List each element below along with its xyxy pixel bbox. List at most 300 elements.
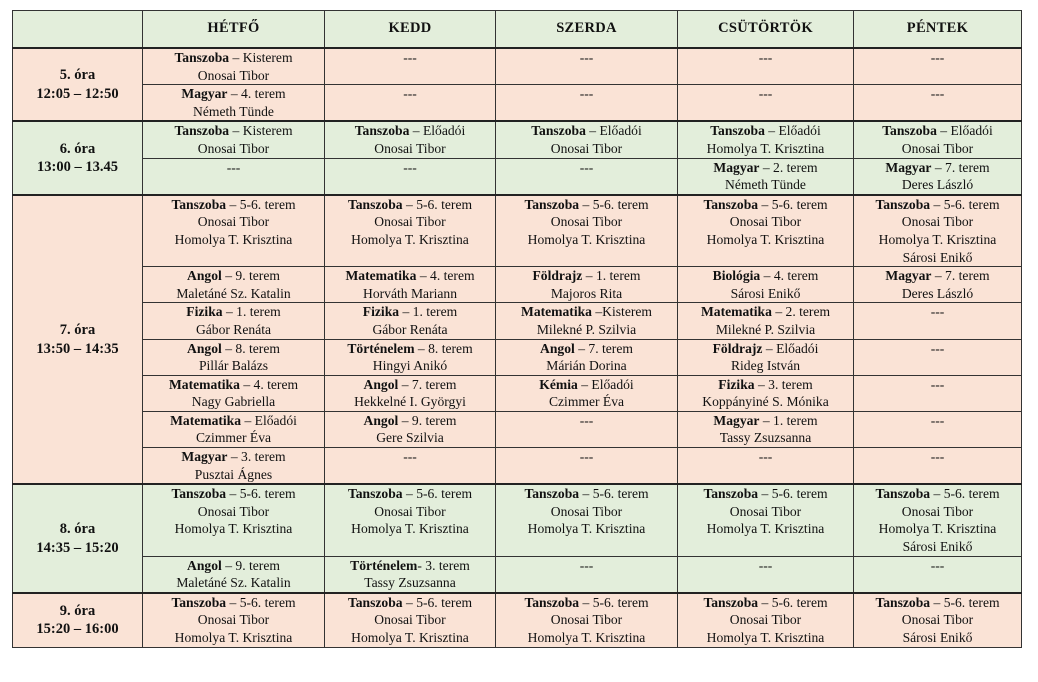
lesson-title [856, 594, 1019, 612]
subject-name: Tanszoba [531, 123, 586, 139]
subject-name: Angol [187, 557, 222, 573]
table-row [13, 48, 1022, 85]
empty-marker: --- [403, 86, 417, 102]
teacher-name: Sárosi Enikő [902, 539, 973, 555]
empty-marker: --- [579, 50, 594, 65]
lesson-cell-csutortok [678, 267, 854, 303]
table-row [13, 121, 1022, 158]
period-cell [13, 593, 143, 648]
lesson-cell-szerda [496, 48, 678, 85]
subject-name: Magyar [713, 412, 760, 428]
room-name: – 5-6. terem [226, 486, 296, 502]
lesson-title [145, 340, 322, 358]
lesson-title [680, 376, 851, 394]
lesson-title [145, 485, 322, 503]
lesson-cell-kedd [325, 48, 496, 85]
teacher-name: Tassy Zsuzsanna [364, 575, 456, 591]
table-row [13, 303, 1022, 339]
lesson-cell-szerda [496, 556, 678, 593]
lesson-cell-hetfo [143, 85, 325, 122]
day-header-csutortok: CSÜTÖRTÖK [678, 11, 854, 49]
timetable [12, 10, 1022, 648]
lesson-cell-pentek [854, 339, 1022, 375]
teacher-name: Onosai Tibor [197, 67, 270, 83]
lesson-title [145, 85, 322, 103]
teacher-name: Homolya T. Krisztina [174, 630, 293, 645]
teacher-name: Homolya T. Krisztina [878, 231, 997, 247]
room-name: – 8. terem [221, 340, 280, 356]
lesson-cell-szerda [496, 411, 678, 447]
room-name: – 5-6. terem [930, 486, 1000, 502]
subject-name: Tanszoba [703, 594, 759, 610]
lesson-title [498, 340, 675, 358]
lesson-title [498, 303, 675, 321]
table-row [13, 339, 1022, 375]
lesson-cell-csutortok [678, 195, 854, 267]
room-name: – Kisterem [229, 50, 293, 65]
lesson-title [498, 267, 675, 285]
period-time: 14:35 – 15:20 [36, 539, 119, 556]
room-name: – Előadói [409, 123, 466, 139]
room-name: – 5-6. terem [226, 196, 296, 212]
empty-marker: --- [403, 50, 417, 65]
room-name: - 3. terem [417, 557, 470, 573]
table-row [13, 267, 1022, 303]
subject-name: Tanszoba [524, 486, 580, 502]
empty-marker: --- [930, 304, 945, 320]
teacher-name: Onosai Tibor [901, 140, 974, 156]
teacher-name: Pillár Balázs [198, 358, 269, 374]
subject-name: Tanszoba [703, 196, 759, 212]
teacher-name: Homolya T. Krisztina [527, 521, 646, 537]
lesson-title [327, 340, 493, 358]
lesson-cell-csutortok [678, 411, 854, 447]
teacher-name: Czimmer Éva [548, 394, 625, 410]
room-name: – 1. terem [222, 304, 281, 320]
room-name: – 5-6. terem [579, 594, 649, 610]
period-number: 7. óra [59, 322, 96, 338]
lesson-cell-csutortok [678, 556, 854, 593]
lesson-cell-csutortok [678, 303, 854, 339]
lesson-title [680, 159, 851, 177]
lesson-title [327, 303, 493, 321]
lesson-cell-csutortok [678, 48, 854, 85]
teacher-name: Maletáné Sz. Katalin [176, 285, 291, 301]
subject-name: Tanszoba [171, 196, 227, 212]
empty-marker: --- [758, 86, 773, 102]
lesson-title [856, 159, 1019, 177]
empty-marker: --- [579, 159, 594, 175]
lesson-cell-hetfo [143, 195, 325, 267]
teacher-name: Rideg István [730, 358, 801, 374]
lesson-title [498, 376, 675, 394]
empty-marker: --- [579, 557, 594, 573]
lesson-cell-kedd [325, 121, 496, 158]
teacher-name: Sárosi Enikő [902, 249, 973, 265]
subject-name: Kémia [539, 376, 578, 392]
lesson-cell-kedd [325, 484, 496, 556]
lesson-title [856, 485, 1019, 503]
teacher-name: Hingyi Anikó [372, 358, 448, 374]
subject-name: Történelem [347, 340, 415, 356]
empty-marker: --- [758, 50, 773, 65]
room-name: – 5-6. terem [226, 594, 296, 610]
empty-marker: --- [930, 86, 945, 102]
empty-marker: --- [579, 449, 594, 465]
lesson-cell-csutortok [678, 339, 854, 375]
lesson-title [498, 485, 675, 503]
empty-marker: --- [579, 86, 594, 102]
lesson-title [145, 49, 322, 67]
lesson-title [327, 376, 493, 394]
lesson-cell-kedd [325, 448, 496, 485]
teacher-name: Gábor Renáta [195, 321, 272, 337]
room-name: – 9. terem [221, 268, 280, 284]
lesson-title [145, 448, 322, 466]
room-name: – 4. terem [227, 86, 286, 102]
subject-name: Magyar [885, 268, 932, 284]
period-number: 5. óra [59, 67, 96, 84]
table-row [13, 195, 1022, 267]
empty-marker: --- [403, 159, 417, 175]
subject-name: Fizika [362, 304, 400, 320]
teacher-name: Onosai Tibor [550, 214, 623, 230]
lesson-title [680, 485, 851, 503]
subject-name: Tanszoba [524, 196, 580, 212]
subject-name: Magyar [181, 449, 228, 465]
room-name: – 8. terem [414, 340, 473, 356]
lesson-cell-hetfo [143, 556, 325, 593]
subject-name: Tanszoba [354, 123, 410, 139]
room-name: – 3. terem [227, 449, 286, 465]
subject-name: Angol [187, 268, 222, 284]
room-name: – 5-6. terem [930, 196, 1000, 212]
room-name: – 7. terem [574, 340, 633, 356]
teacher-name: Milekné P. Szilvia [715, 321, 816, 337]
teacher-name: Milekné P. Szilvia [536, 321, 637, 337]
teacher-name: Hekkelné I. Györgyi [354, 394, 466, 410]
day-header-szerda: SZERDA [496, 11, 678, 49]
lesson-cell-pentek [854, 85, 1022, 122]
lesson-title [327, 485, 493, 503]
day-header-kedd: KEDD [325, 11, 496, 49]
subject-name: Tanszoba [875, 196, 931, 212]
subject-name: Tanszoba [703, 486, 759, 502]
corner-header [13, 11, 143, 49]
room-name: – 5-6. terem [579, 486, 649, 502]
lesson-title [145, 412, 322, 430]
period-number: 8. óra [59, 521, 96, 538]
room-name: – 5-6. terem [758, 196, 828, 212]
lesson-cell-kedd [325, 375, 496, 411]
lesson-cell-csutortok [678, 121, 854, 158]
room-name: – 5-6. terem [579, 196, 649, 212]
subject-name: Magyar [713, 159, 760, 175]
table-row [13, 158, 1022, 195]
teacher-name: Koppányiné S. Mónika [702, 394, 829, 410]
lesson-cell-kedd [325, 267, 496, 303]
period-number: 9. óra [59, 602, 96, 619]
teacher-name: Czimmer Éva [195, 430, 272, 446]
table-row [13, 448, 1022, 485]
room-name: – 5-6. terem [402, 486, 473, 502]
lesson-cell-pentek [854, 48, 1022, 85]
lesson-cell-pentek [854, 195, 1022, 267]
lesson-cell-kedd [325, 195, 496, 267]
teacher-name: Gábor Renáta [372, 321, 448, 337]
teacher-name: Onosai Tibor [374, 140, 446, 156]
lesson-cell-szerda [496, 339, 678, 375]
room-name: – 1. terem [759, 412, 818, 428]
lesson-cell-hetfo [143, 48, 325, 85]
lesson-title [680, 267, 851, 285]
teacher-name: Homolya T. Krisztina [706, 521, 825, 537]
lesson-cell-hetfo [143, 411, 325, 447]
lesson-title [680, 303, 851, 321]
room-name: – 5-6. terem [402, 196, 473, 212]
lesson-title [145, 303, 322, 321]
subject-name: Tanszoba [171, 486, 227, 502]
lesson-cell-kedd [325, 303, 496, 339]
lesson-cell-pentek [854, 375, 1022, 411]
lesson-cell-pentek [854, 121, 1022, 158]
period-cell [13, 484, 143, 593]
subject-name: Angol [540, 340, 575, 356]
lesson-cell-szerda [496, 267, 678, 303]
lesson-cell-kedd [325, 339, 496, 375]
subject-name: Tanszoba [875, 486, 931, 502]
subject-name: Földrajz [712, 340, 763, 356]
lesson-cell-csutortok [678, 375, 854, 411]
lesson-cell-szerda [496, 121, 678, 158]
lesson-cell-kedd [325, 85, 496, 122]
teacher-name: Onosai Tibor [729, 214, 802, 230]
teacher-name: Onosai Tibor [550, 612, 623, 628]
period-cell [13, 195, 143, 485]
teacher-name: Homolya T. Krisztina [706, 630, 825, 645]
teacher-name: Homolya T. Krisztina [527, 231, 646, 247]
lesson-cell-hetfo [143, 593, 325, 648]
empty-marker: --- [930, 412, 945, 428]
lesson-title [327, 412, 493, 430]
lesson-cell-hetfo [143, 375, 325, 411]
teacher-name: Maletáné Sz. Katalin [176, 575, 291, 591]
subject-name: Matematika [170, 412, 242, 428]
lesson-cell-hetfo [143, 339, 325, 375]
lesson-cell-pentek [854, 267, 1022, 303]
lesson-cell-pentek [854, 593, 1022, 648]
lesson-title [856, 196, 1019, 214]
lesson-cell-csutortok [678, 85, 854, 122]
teacher-name: Homolya T. Krisztina [351, 630, 469, 645]
period-time: 13:00 – 13.45 [37, 159, 118, 176]
teacher-name: Homolya T. Krisztina [706, 140, 825, 156]
subject-name: Tanszoba [524, 594, 580, 610]
teacher-name: Onosai Tibor [729, 612, 802, 628]
subject-name: Biológia [712, 268, 761, 284]
room-name: – Előadói [936, 123, 993, 139]
lesson-title [680, 196, 851, 214]
lesson-cell-hetfo [143, 303, 325, 339]
subject-name: Tanszoba [347, 594, 403, 610]
room-name: –Kisterem [591, 304, 652, 320]
lesson-cell-szerda [496, 303, 678, 339]
teacher-name: Sárosi Enikő [730, 285, 801, 301]
lesson-cell-csutortok [678, 158, 854, 195]
teacher-name: Deres László [901, 285, 974, 301]
lesson-cell-pentek [854, 158, 1022, 195]
lesson-title [145, 557, 322, 575]
teacher-name: Onosai Tibor [197, 612, 270, 628]
subject-name: Matematika [345, 268, 417, 284]
period-time: 15:20 – 16:00 [36, 621, 119, 638]
subject-name: Angol [363, 376, 399, 392]
table-row [13, 556, 1022, 593]
teacher-name: Onosai Tibor [197, 214, 270, 230]
lesson-cell-pentek [854, 484, 1022, 556]
subject-name: Tanszoba [174, 50, 230, 65]
lesson-title [498, 594, 675, 612]
lesson-title [327, 196, 493, 214]
lesson-title [327, 267, 493, 285]
room-name: – 1. terem [582, 268, 641, 284]
subject-name: Magyar [181, 86, 228, 102]
table-row [13, 484, 1022, 556]
lesson-cell-csutortok [678, 593, 854, 648]
lesson-cell-szerda [496, 85, 678, 122]
room-name: – 9. terem [398, 412, 457, 428]
room-name: – 3. terem [754, 376, 813, 392]
teacher-name: Németh Tünde [725, 177, 806, 193]
lesson-title [680, 594, 851, 612]
empty-marker: --- [930, 50, 945, 65]
room-name: – 4. terem [416, 268, 475, 284]
room-name: – 5-6. terem [758, 594, 828, 610]
lesson-cell-pentek [854, 411, 1022, 447]
period-time: 13:50 – 14:35 [36, 340, 119, 357]
teacher-name: Homolya T. Krisztina [351, 521, 469, 537]
table-row [13, 85, 1022, 122]
day-header-pentek: PÉNTEK [854, 11, 1022, 49]
teacher-name: Homolya T. Krisztina [527, 630, 646, 645]
teacher-name: Márián Dorina [546, 358, 627, 374]
room-name: – Előadói [577, 376, 634, 392]
room-name: – 2. terem [759, 159, 818, 175]
subject-name: Tanszoba [347, 486, 403, 502]
lesson-title [327, 122, 493, 140]
lesson-title [680, 340, 851, 358]
teacher-name: Homolya T. Krisztina [878, 521, 997, 537]
subject-name: Tanszoba [882, 123, 937, 139]
teacher-name: Homolya T. Krisztina [351, 231, 469, 247]
teacher-name: Onosai Tibor [374, 214, 446, 230]
lesson-cell-kedd [325, 158, 496, 195]
lesson-title [145, 122, 322, 140]
lesson-title [145, 376, 322, 394]
teacher-name: Nagy Gabriella [191, 394, 276, 410]
teacher-name: Onosai Tibor [550, 140, 623, 156]
lesson-cell-csutortok [678, 448, 854, 485]
subject-name: Fizika [186, 304, 223, 320]
lesson-cell-pentek [854, 303, 1022, 339]
room-name: – 5-6. terem [930, 594, 1000, 610]
room-name: – Előadói [241, 412, 297, 428]
table-row [13, 411, 1022, 447]
lesson-title [327, 594, 493, 612]
teacher-name: Onosai Tibor [901, 503, 974, 519]
teacher-name: Onosai Tibor [901, 612, 974, 628]
day-header-hetfo: HÉTFŐ [143, 11, 325, 49]
lesson-title [856, 267, 1019, 285]
lesson-cell-hetfo [143, 448, 325, 485]
room-name: – 7. terem [398, 376, 457, 392]
timetable-body [13, 48, 1022, 647]
room-name: – Előadói [585, 123, 642, 139]
lesson-cell-csutortok [678, 484, 854, 556]
lesson-title [498, 122, 675, 140]
teacher-name: Onosai Tibor [374, 503, 446, 519]
teacher-name: Gere Szilvia [376, 430, 444, 446]
lesson-cell-pentek [854, 448, 1022, 485]
subject-name: Tanszoba [875, 594, 931, 610]
empty-marker: --- [403, 449, 417, 465]
empty-marker: --- [930, 376, 945, 392]
lesson-cell-hetfo [143, 484, 325, 556]
teacher-name: Onosai Tibor [197, 503, 270, 519]
room-name: – 7. terem [931, 268, 990, 284]
lesson-title [680, 122, 851, 140]
subject-name: Matematika [168, 376, 240, 392]
room-name: – 4. terem [239, 376, 299, 392]
lesson-cell-szerda [496, 593, 678, 648]
lesson-title [145, 267, 322, 285]
subject-name: Történelem [350, 557, 418, 573]
teacher-name: Homolya T. Krisztina [174, 521, 293, 537]
header-row [13, 11, 1022, 49]
empty-marker: --- [930, 340, 945, 356]
room-name: – 4. terem [760, 268, 819, 284]
empty-marker: --- [930, 449, 945, 465]
room-name: – 2. terem [771, 304, 831, 320]
subject-name: Tanszoba [347, 196, 403, 212]
lesson-cell-szerda [496, 375, 678, 411]
empty-marker: --- [758, 449, 773, 465]
teacher-name: Tassy Zsuzsanna [719, 430, 812, 446]
table-row [13, 375, 1022, 411]
period-number: 6. óra [59, 140, 96, 157]
teacher-name: Homolya T. Krisztina [706, 231, 825, 247]
lesson-title [327, 557, 493, 575]
empty-marker: --- [930, 557, 945, 573]
lesson-title [145, 196, 322, 214]
teacher-name: Deres László [901, 177, 974, 193]
room-name: – Előadói [764, 123, 821, 139]
lesson-title [145, 594, 322, 612]
teacher-name: Majoros Rita [550, 285, 623, 301]
lesson-cell-kedd [325, 593, 496, 648]
empty-marker: --- [226, 159, 241, 175]
room-name: – 5-6. terem [758, 486, 828, 502]
empty-marker: --- [579, 412, 594, 428]
teacher-name: Onosai Tibor [901, 214, 974, 230]
lesson-cell-kedd [325, 556, 496, 593]
subject-name: Magyar [885, 159, 932, 175]
lesson-cell-szerda [496, 158, 678, 195]
lesson-cell-hetfo [143, 158, 325, 195]
lesson-cell-szerda [496, 195, 678, 267]
subject-name: Matematika [520, 304, 592, 320]
lesson-title [680, 412, 851, 430]
